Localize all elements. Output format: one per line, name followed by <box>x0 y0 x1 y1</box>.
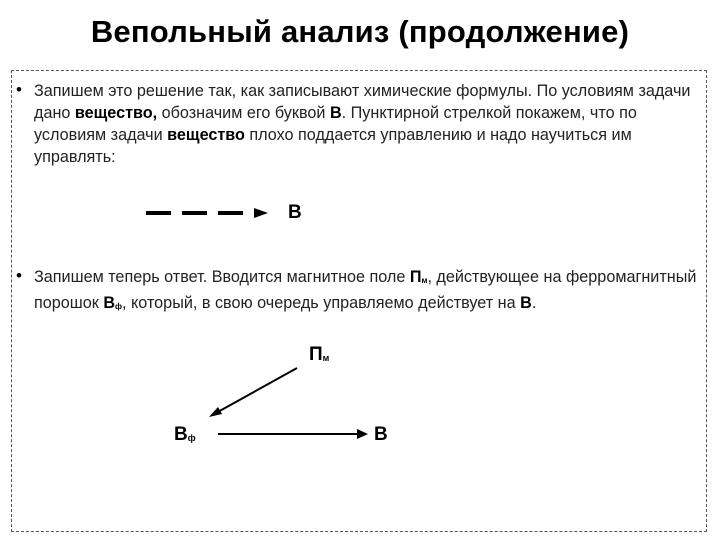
ferromagnetic-powder-sub: ф <box>187 433 196 443</box>
ferromagnetic-powder-main: В <box>174 424 188 445</box>
powder-symbol-main: В <box>103 294 116 312</box>
field-to-powder-arrow-head <box>209 407 222 417</box>
diagram-1-substance-label: В <box>288 202 302 223</box>
bullet-1-bold-letter: В <box>329 104 342 122</box>
field-to-powder-arrow-line <box>216 368 297 413</box>
bullet-2-part-2: , действующее на ферромагнитный порошок <box>34 268 697 312</box>
field-symbol-sub: м <box>421 276 428 285</box>
bullet-2-part-3: , который, в свою очередь управляемо действует на <box>122 294 521 312</box>
magnetic-field-label <box>309 344 329 366</box>
slide-title: Вепольный анализ (продолжение) <box>90 14 630 49</box>
magnetic-field-sub: м <box>322 353 330 363</box>
bullet-2-part-1: Запишем теперь ответ. Вводится магнитное поле <box>34 268 410 286</box>
bullet-1-part-3: . Пунктирной стрелкой покажем, что по условиям задачи <box>34 104 637 144</box>
bullet-1-bold-substance: вещество, <box>74 104 158 122</box>
powder-symbol-sub: ф <box>115 302 123 311</box>
bullet-1-marker: • <box>16 80 22 99</box>
bullet-2-substance-symbol: В <box>520 294 532 312</box>
bullet-1-part-1: Запишем это решение так, как записывают химические формулы. По условиям задачи дано <box>34 82 691 122</box>
bullet-1-part-4: плохо поддается управлению и надо научиться им управлять: <box>34 126 632 166</box>
ferromagnetic-powder-label <box>174 424 196 446</box>
bullet-1-part-2: обозначим его буквой <box>157 104 330 122</box>
powder-to-substance-arrow-head <box>357 429 368 439</box>
bullet-2-marker: • <box>16 266 22 285</box>
bullet-2-part-4: . <box>531 294 537 312</box>
bullet-1-bold-substance-2: вещество <box>167 126 245 144</box>
magnetic-field-main: П <box>309 344 323 365</box>
substance-label: В <box>374 424 388 445</box>
field-symbol-main: П <box>409 268 422 286</box>
